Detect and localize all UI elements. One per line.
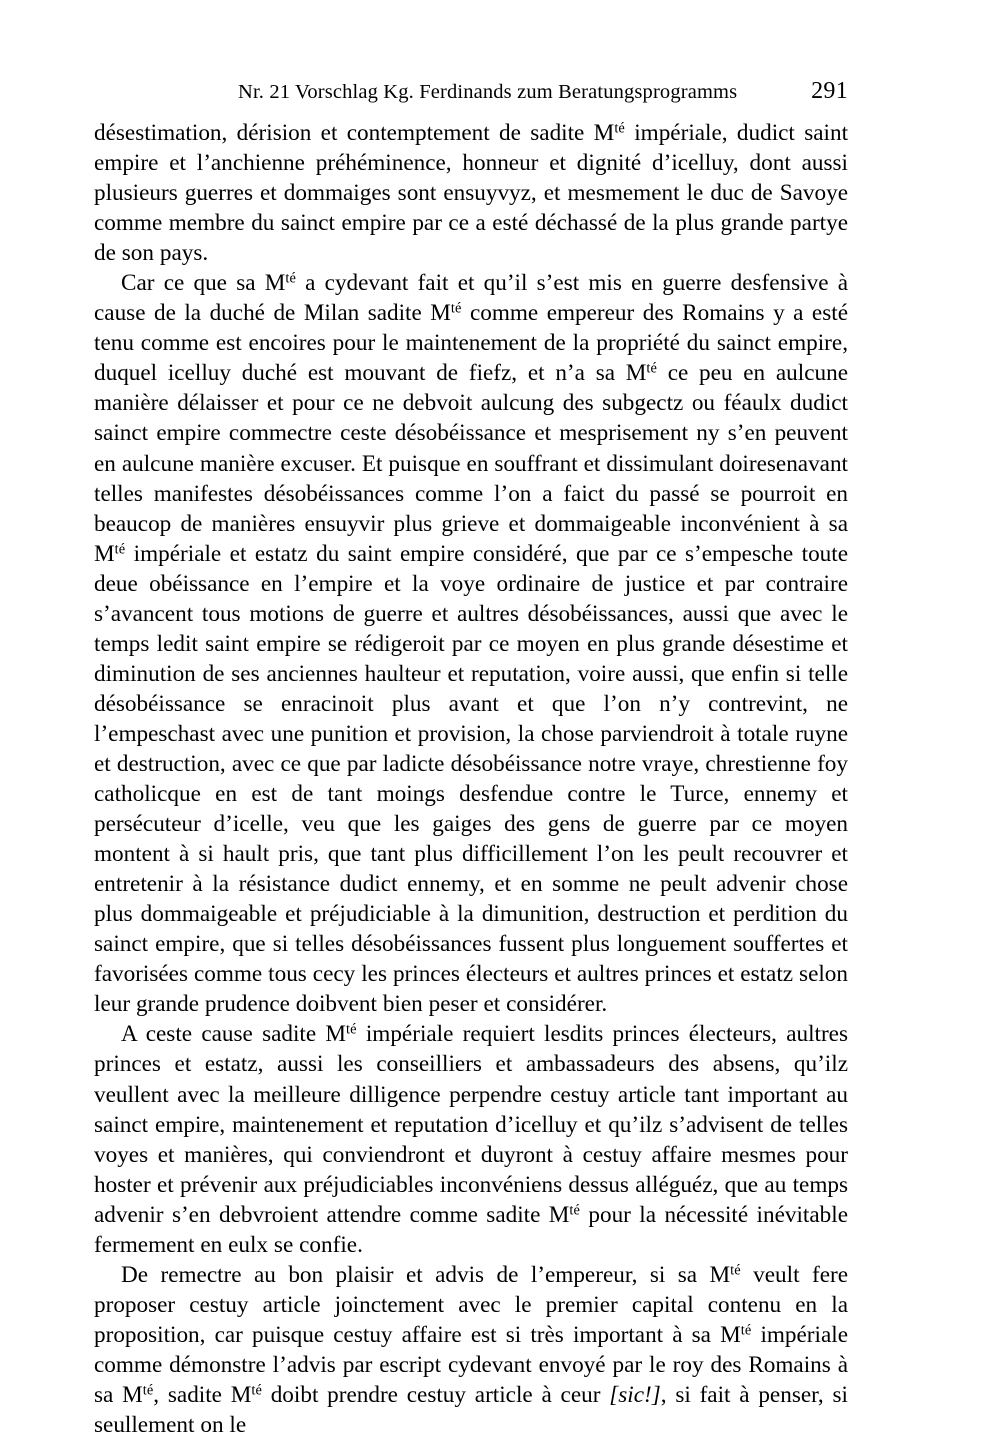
text-run: , si fait à penser, si seullement on le — [94, 1381, 848, 1439]
running-header — [94, 78, 848, 105]
text-run: doibt prendre cestuy article à ceur — [261, 1381, 610, 1408]
running-header-title: Nr. 21 Vorschlag Kg. Ferdinands zum Beratungsprogramms — [238, 81, 738, 103]
superscript-abbreviation: té — [142, 1382, 154, 1399]
superscript-abbreviation: té — [346, 1021, 357, 1038]
superscript-abbreviation: té — [285, 270, 296, 287]
text-run: De remectre au bon plaisir et advis de l’empereur, si sa M — [121, 1261, 731, 1288]
superscript-abbreviation: té — [614, 120, 625, 137]
paragraph-car-ce-que — [94, 268, 848, 1019]
superscript-abbreviation: té — [730, 1262, 741, 1279]
body-text-block — [94, 118, 848, 1440]
text-run: comme empereur des Romains y a esté tenu comme est encoires pour le maintenement de la propriété du sainct empire, duquel icelluy duché est mouvant de fiefz, et n’a sa M — [94, 300, 848, 387]
text-run: , sadite M — [153, 1381, 252, 1408]
superscript-abbreviation: té — [450, 300, 462, 317]
text-run: désestimation, dérision et contemptement de sadite M — [94, 120, 615, 146]
paragraph-de-remectre — [94, 1260, 848, 1440]
text-run: A ceste cause sadite M — [121, 1021, 347, 1048]
paragraph-continued — [94, 118, 848, 268]
text-run: impériale et estatz du saint empire considéré, que par ce s’empesche toute deue obéissance en l’empire et la voye ordinaire de justice et par contraire s’avancent tous motions de guerre et aultres désobéissances, aussi que avec le temps ledit saint empire se rédigeroit par ce moyen en plus grande désestime et diminution de ses anciennes haulteur et reputation, voire aussi, que enfin si telle désobéissance se enracinoit plus avant et que l’on n’y contrevint, ne l’empeschast avec une punition et provision, la chose parviendroit à totale ruyne et destruction, avec ce que par ladicte désobéissance notre vraye, chrestienne foy catholicque en est de tant moings desfendue contre le Turce, ennemy et persécuteur d’icelle, veu que les gaiges des gens de guerre par ce moyen montent à si hault pris, que tant plus difficillement l’on les peult recouvrer et entretenir à la résistance dudict ennemy, et en somme ne peult advenir chose plus dommaigeable et préjudiciable à la dimunition, destruction et perdition du sainct empire, que si telles désobéissances fussent plus longuement souffertes et favorisées comme tous cecy les princes électeurs et aultres princes et estatz selon leur grande prudence doibvent bien peser et considérer. — [94, 540, 848, 1018]
text-run: impériale comme démonstre l’advis par escript cydevant envoyé par le roy des Romains à sa M — [94, 1321, 848, 1408]
superscript-abbreviation: té — [114, 541, 126, 558]
editorial-sic-note: [sic!] — [609, 1381, 661, 1408]
text-run: impériale, dudict saint empire et l’anchienne préhéminence, honneur et dignité d’icelluy, dont aussi plusieurs guerres et dommaiges sont ensuyvyz, et mesmement le duc de Savoye comme membre du sainct empire par ce a esté déchassé de la plus grande partye de son pays. — [94, 120, 849, 267]
text-run: ce peu en aulcune manière délaisser et pour ce ne debvoit aulcung des subgectz ou féaulx dudict sainct empire commectre ceste désobéissance et mesprisement ny s’en peuvent en aulcune manière excuser. Et puisque en souffrant et dissimulant doiresenavant telles manifestes désobéissances comme l’on a faict du passé se pourroit en beaucop de manières ensuyvir plus grieve et dommaigeable inconvénient à sa M — [94, 360, 848, 567]
superscript-abbreviation: té — [740, 1322, 752, 1339]
superscript-abbreviation: té — [569, 1202, 580, 1219]
page-number: 291 — [811, 78, 848, 104]
paragraph-a-ceste-cause — [94, 1019, 848, 1259]
text-run: impériale requiert lesdits princes électeurs, aultres princes et estatz, aussi les conseilliers et ambassadeurs des absens, qu’ilz veullent avec la meilleure dilligence perpendre cestuy article tant important au sainct empire, maintenement et reputation d’icelluy et qu’ilz s’advisent de telles voyes et manières, qui conviendront et duyront à cestuy affaire mesmes pour hoster et prévenir aux préjudiciables inconvéniens dessus alléguéz, que au temps advenir s’en debvroient attendre comme sadite M — [94, 1021, 849, 1228]
text-run: pour la nécessité inévitable fermement en eulx se confie. — [94, 1201, 848, 1258]
text-run: Car ce que sa M — [121, 270, 286, 297]
superscript-abbreviation: té — [251, 1382, 262, 1399]
superscript-abbreviation: té — [646, 360, 657, 377]
text-run: a cydevant fait et qu’il s’est mis en guerre desfensive à cause de la duché de Milan sadite M — [94, 270, 849, 327]
text-run: veult fere proposer cestuy article joinctement avec le premier capital contenu en la proposition, car puisque cestuy affaire est si très important à sa M — [94, 1261, 849, 1348]
